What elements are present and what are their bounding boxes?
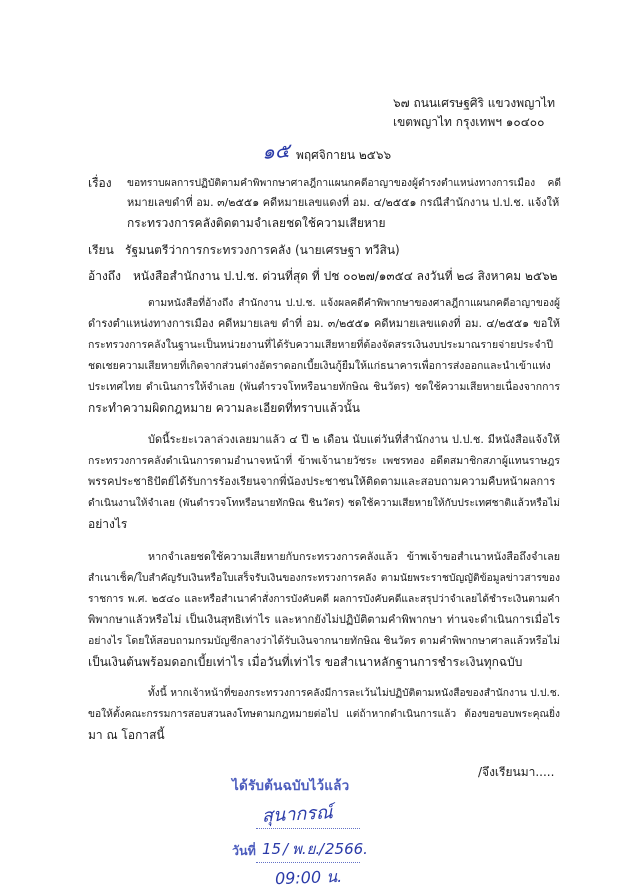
- body-line: เป็นเงินต้นพร้อมดอกเบี้ยเท่าไร เมื่อวันที่เท่าไร ขอสำเนาหลักฐานการชำระเงินทุกฉบับ: [88, 655, 523, 669]
- body-line: กระทำความผิดกฎหมาย ความละเอียดที่ทราบแล้วนั้น: [88, 401, 360, 415]
- stamp-title: ได้รับต้นฉบับไว้แล้ว: [232, 778, 350, 794]
- stamp-time-handwritten: 09:00 น.: [274, 866, 343, 889]
- stamp-name-handwritten: สุนากรณ์: [261, 802, 334, 827]
- salutation-text: รัฐมนตรีว่าการกระทรวงการคลัง (นายเศรษฐา ทวีสิน): [125, 243, 400, 257]
- stamp-date-month-handwritten: พ.ย.: [292, 840, 321, 858]
- body-line: อย่างไร โดยให้สอบถามกรมบัญชีกลางว่าได้รับเงินจากนายทักษิณ ชินวัตร ตามคำพิพากษาศาลแล้วหรือไม่: [88, 635, 561, 647]
- sender-address-line: เขตพญาไท กรุงเทพฯ ๑๐๔๐๐: [393, 115, 545, 129]
- body-line: พรรคประชาธิปัตย์ได้รับการร้องเรียนจากพี่น้องประชาชนให้ติดตามและสอบถามความคืบหน้าผลการ: [88, 475, 556, 488]
- stamp-date-label: วันที่: [232, 843, 256, 858]
- body-line: กระทรวงการคลังดำเนินการตามอำนาจหน้าที่ ข้าพเจ้านายวัชระ เพชรทอง อดีตสมาชิกสภาผู้แทนราษฎร: [88, 455, 560, 467]
- stamp-date-separator: /: [283, 840, 289, 858]
- body-line: ชดเชยความเสียหายที่เกิดจากส่วนต่างอัตราดอกเบี้ยเงินกู้ยืมให้แก่ธนาคารเพื่อการส่งออกและนำเข้าแห่ง: [88, 360, 551, 372]
- reference-label: อ้างถึง: [88, 269, 121, 283]
- body-line: มา ณ โอกาสนี้: [88, 728, 165, 742]
- body-line: ทั้งนี้ หากเจ้าหน้าที่ของกระทรวงการคลังมีการละเว้นไม่ปฏิบัติตามหนังสือของสำนักงาน ป.ป.ช.: [148, 687, 560, 699]
- body-line: สำเนาเช็ค/ใบสำคัญรับเงินหรือใบเสร็จรับเงินของกระทรวงการคลัง ตามนัยพระราชบัญญัติข้อมูลข่าวสารของ: [88, 572, 560, 584]
- stamp-date-separator: /: [319, 840, 325, 858]
- reference-text: หนังสือสำนักงาน ป.ป.ช. ด่วนที่สุด ที่ ปช ๐๐๒๗/๑๓๕๔ ลงวันที่ ๒๘ สิงหาคม ๒๕๖๒: [133, 269, 558, 283]
- sender-address-line: ๖๗ ถนนเศรษฐศิริ แขวงพญาไท: [393, 96, 556, 110]
- salutation-label: เรียน: [88, 243, 114, 257]
- subject-line: กระทรวงการคลังติดตามจำเลยชดใช้ความเสียหาย: [127, 216, 386, 230]
- body-line: หากจำเลยชดใช้ความเสียหายกับกระทรวงการคลังแล้ว ข้าพเจ้าขอสำเนาหนังสือถึงจำเลย: [148, 550, 560, 563]
- body-line: พิพากษาแล้วหรือไม่ เป็นเงินสุทธิเท่าไร และหากยังไม่ปฏิบัติตามคำพิพากษา ท่านจะดำเนินการเมื่อไร: [88, 613, 560, 626]
- subject-line: ขอทราบผลการปฏิบัติตามคำพิพากษาศาลฎีกาแผนกคดีอาญาของผู้ดำรงตำแหน่งทางการเมือง คดี: [127, 177, 561, 189]
- body-line: ราชการ พ.ศ. ๒๕๔๐ และหรือสำเนาคำสั่งการบังคับคดี ผลการบังคับคดีและสรุปว่าจำเลยได้ชำระเงินตามคำ: [88, 593, 560, 605]
- stamp-date-day-handwritten: 15: [262, 840, 282, 858]
- closing-text: /จึงเรียนมา.....: [478, 765, 555, 779]
- body-line: ดำเนินงานให้จำเลย (พันตำรวจโทหรือนายทักษิณ ชินวัตร) ชดใช้ความเสียหายให้กับประเทศชาติแล้วหรือไม่: [88, 497, 560, 509]
- receipt-stamp: [226, 770, 366, 894]
- body-line: กระทรวงการคลังในฐานะเป็นหน่วยงานที่ได้รับความเสียหายที่ต้องจัดสรรเงินงบประมาณรายจ่ายประจำปี: [88, 339, 554, 351]
- body-line: อย่างไร: [88, 517, 128, 531]
- body-line: ดำรงตำแหน่งทางการเมือง คดีหมายเลข ดำที่ อม. ๓/๒๕๕๑ คดีหมายเลขแดงที่ อม. ๔/๒๕๕๑ ขอให้: [88, 317, 560, 330]
- body-line: บัดนี้ระยะเวลาล่วงเลยมาแล้ว ๔ ปี ๒ เดือน นับแต่วันที่สำนักงาน ป.ป.ช. มีหนังสือแจ้งให้: [148, 433, 560, 446]
- date-day-handwritten: ๑๕: [261, 138, 291, 164]
- stamp-date-dotted-line: [256, 862, 360, 863]
- body-line: ขอให้ตั้งคณะกรรมการสอบสวนลงโทษตามกฎหมายต่อไป แต่ถ้าหากดำเนินการแล้ว ต้องขอขอบพระคุณยิ่ง: [88, 708, 560, 720]
- body-line: ประเทศไทย ดำเนินการให้จำเลย (พันตำรวจโทหรือนายทักษิณ ชินวัตร) ชดใช้ความเสียหายเนื่องจากการ: [88, 381, 560, 393]
- subject-line: หมายเลขดำที่ อม. ๓/๒๕๕๑ คดีหมายเลขแดงที่ อม. ๔/๒๕๕๑ กรณีสำนักงาน ป.ป.ช. แจ้งให้: [127, 196, 560, 209]
- stamp-date-year-handwritten: 2566.: [325, 840, 368, 858]
- body-line: ตามหนังสือที่อ้างถึง สำนักงาน ป.ป.ช. แจ้งผลคดีคำพิพากษาของศาลฎีกาแผนกคดีอาญาของผู้: [148, 297, 560, 309]
- date-month-year: พฤศจิกายน ๒๕๖๖: [296, 148, 392, 162]
- subject-label: เรื่อง: [88, 176, 112, 190]
